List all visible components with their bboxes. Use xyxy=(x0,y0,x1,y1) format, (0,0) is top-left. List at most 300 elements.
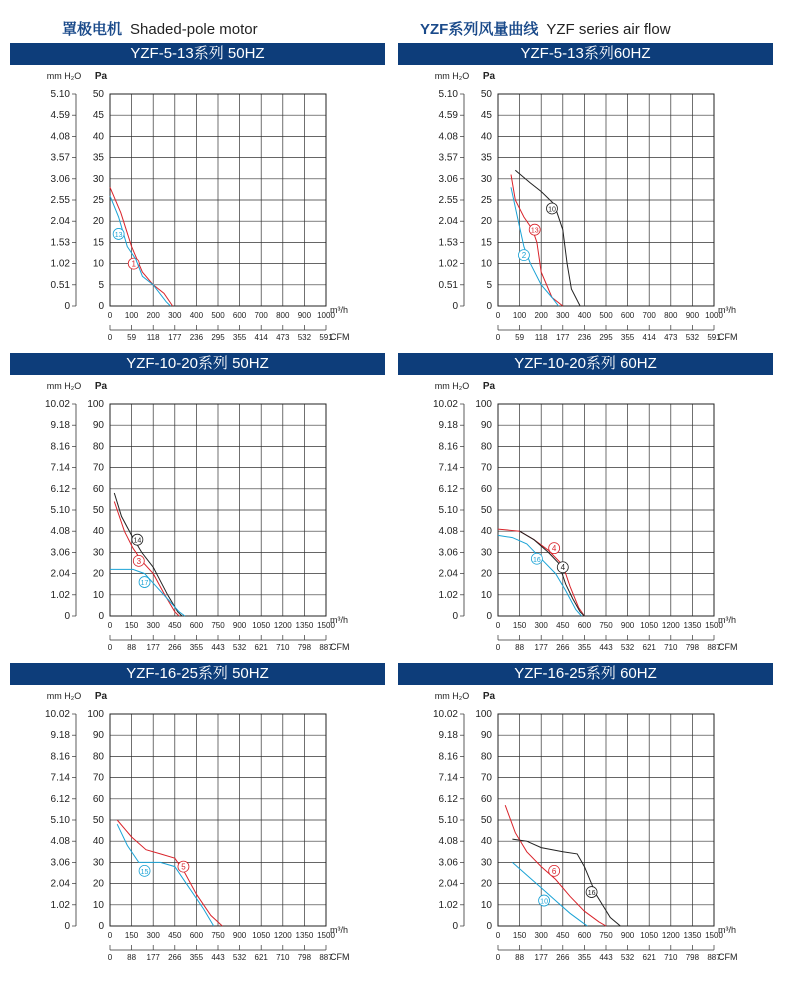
x-tick-label: 1350 xyxy=(683,931,702,940)
cfm-tick-label: 355 xyxy=(232,333,247,342)
x-tick-label: 1000 xyxy=(705,311,723,320)
x-tick-label: 900 xyxy=(232,931,247,940)
mmh2o-tick-label: 3.57 xyxy=(50,152,70,164)
m3h-unit-label: m³/h xyxy=(718,305,736,315)
cfm-tick-label: 0 xyxy=(107,643,113,652)
mmh2o-tick-label: 3.06 xyxy=(438,173,458,185)
pa-tick-label: 70 xyxy=(92,462,104,474)
cfm-unit-label: CFM xyxy=(718,952,738,962)
pa-unit-label: Pa xyxy=(94,71,108,82)
cfm-tick-label: 177 xyxy=(168,333,182,342)
pa-tick-label: 80 xyxy=(480,751,492,763)
pa-tick-label: 30 xyxy=(480,547,492,559)
mmh2o-tick-label: 2.04 xyxy=(438,216,458,228)
x-tick-label: 800 xyxy=(664,311,678,320)
x-tick-label: 1200 xyxy=(273,621,292,630)
pa-tick-label: 50 xyxy=(92,505,104,516)
x-tick-label: 1200 xyxy=(661,621,680,630)
x-tick-label: 450 xyxy=(556,621,570,630)
pa-tick-label: 70 xyxy=(92,772,104,784)
cfm-tick-label: 118 xyxy=(146,333,160,342)
cfm-tick-label: 177 xyxy=(534,953,548,962)
pa-tick-label: 30 xyxy=(480,173,492,185)
pa-tick-label: 100 xyxy=(87,399,104,410)
x-tick-label: 1200 xyxy=(273,931,292,940)
x-tick-label: 500 xyxy=(599,311,613,320)
mmh2o-unit-label: mm H₂O xyxy=(46,381,82,391)
x-tick-label: 450 xyxy=(168,621,182,630)
mmh2o-tick-label: 9.18 xyxy=(438,730,458,742)
mmh2o-tick-label: 3.06 xyxy=(438,857,458,869)
chart-title: YZF-16-25系列 50HZ xyxy=(10,663,385,685)
m3h-unit-label: m³/h xyxy=(330,925,348,935)
pa-unit-label: Pa xyxy=(94,691,108,702)
pa-tick-label: 80 xyxy=(92,441,104,453)
series-label-6: 6 xyxy=(551,866,557,876)
mmh2o-tick-label: 9.18 xyxy=(438,420,458,432)
mmh2o-tick-label: 2.04 xyxy=(50,878,70,890)
mmh2o-tick-label: 10.02 xyxy=(44,399,70,410)
chart-panel-4 xyxy=(398,353,773,653)
cfm-tick-label: 355 xyxy=(577,953,592,962)
series-label-2: 2 xyxy=(521,251,527,261)
x-tick-label: 600 xyxy=(189,931,204,940)
cfm-tick-label: 59 xyxy=(515,333,525,342)
mmh2o-tick-label: 8.16 xyxy=(50,751,70,763)
pa-tick-label: 60 xyxy=(480,793,492,805)
pa-tick-label: 0 xyxy=(486,301,492,312)
pa-tick-label: 40 xyxy=(480,836,492,848)
mmh2o-tick-label: 7.14 xyxy=(438,462,458,474)
pa-tick-label: 20 xyxy=(92,216,104,228)
series-label-5: 5 xyxy=(181,862,186,872)
mmh2o-unit-label: mm H₂O xyxy=(434,691,470,701)
x-tick-label: 1350 xyxy=(295,621,314,630)
mmh2o-unit-label: mm H₂O xyxy=(46,691,82,701)
x-tick-label: 500 xyxy=(211,311,225,320)
cfm-tick-label: 88 xyxy=(515,643,525,652)
series-line-14 xyxy=(114,493,182,616)
m3h-unit-label: m³/h xyxy=(330,615,348,625)
pa-tick-label: 0 xyxy=(486,921,492,932)
cfm-tick-label: 621 xyxy=(254,643,268,652)
x-tick-label: 300 xyxy=(168,311,182,320)
cfm-tick-label: 355 xyxy=(189,953,204,962)
cfm-tick-label: 177 xyxy=(534,643,548,652)
cfm-tick-label: 443 xyxy=(211,643,225,652)
pa-tick-label: 5 xyxy=(98,279,104,291)
mmh2o-tick-label: 6.12 xyxy=(50,483,70,495)
chart-svg xyxy=(10,65,385,343)
series-label-1: 1 xyxy=(131,259,136,269)
pa-tick-label: 60 xyxy=(92,483,104,495)
chart-title: YZF-16-25系列 60HZ xyxy=(398,663,773,685)
series-line-10 xyxy=(515,170,580,306)
x-tick-label: 0 xyxy=(495,931,501,940)
pa-tick-label: 45 xyxy=(480,110,492,122)
pa-tick-label: 90 xyxy=(92,420,104,432)
mmh2o-tick-label: 4.59 xyxy=(438,110,458,122)
mmh2o-tick-label: 0 xyxy=(452,921,458,932)
mmh2o-tick-label: 9.18 xyxy=(50,730,70,742)
x-tick-label: 600 xyxy=(577,621,592,630)
mmh2o-tick-label: 2.04 xyxy=(50,216,70,228)
pa-tick-label: 90 xyxy=(480,730,492,742)
mmh2o-tick-label: 5.10 xyxy=(438,505,458,516)
mmh2o-tick-label: 2.55 xyxy=(438,195,458,206)
cfm-tick-label: 177 xyxy=(146,643,160,652)
x-tick-label: 300 xyxy=(534,931,548,940)
x-tick-label: 900 xyxy=(232,621,247,630)
mmh2o-tick-label: 8.16 xyxy=(50,441,70,453)
pa-tick-label: 10 xyxy=(480,258,492,270)
pa-tick-label: 40 xyxy=(92,131,104,143)
x-tick-label: 150 xyxy=(124,931,139,940)
x-tick-label: 150 xyxy=(512,621,527,630)
x-tick-label: 300 xyxy=(146,931,160,940)
pa-tick-label: 10 xyxy=(480,589,492,601)
pa-tick-label: 20 xyxy=(92,568,104,580)
mmh2o-tick-label: 4.08 xyxy=(50,836,70,848)
cfm-tick-label: 798 xyxy=(685,953,700,962)
cfm-tick-label: 532 xyxy=(297,333,312,342)
x-tick-label: 200 xyxy=(146,311,160,320)
mmh2o-tick-label: 5.10 xyxy=(50,815,70,826)
cfm-tick-label: 473 xyxy=(664,333,678,342)
pa-unit-label: Pa xyxy=(482,691,496,702)
x-tick-label: 600 xyxy=(232,311,247,320)
mmh2o-tick-label: 1.02 xyxy=(50,899,70,911)
pa-tick-label: 45 xyxy=(92,110,104,122)
chart-panel-2 xyxy=(398,43,773,343)
mmh2o-tick-label: 6.12 xyxy=(50,793,70,805)
mmh2o-unit-label: mm H₂O xyxy=(434,71,470,81)
cfm-tick-label: 710 xyxy=(276,643,290,652)
mmh2o-tick-label: 3.57 xyxy=(438,152,458,164)
chart-svg xyxy=(398,65,773,343)
pa-tick-label: 15 xyxy=(92,237,104,249)
pa-unit-label: Pa xyxy=(482,381,496,392)
x-tick-label: 1200 xyxy=(661,931,680,940)
chart-svg xyxy=(398,685,773,963)
pa-tick-label: 80 xyxy=(92,751,104,763)
series-line-1 xyxy=(110,187,173,306)
x-tick-label: 1500 xyxy=(705,931,723,940)
x-tick-label: 300 xyxy=(534,621,548,630)
mmh2o-tick-label: 1.02 xyxy=(438,899,458,911)
cfm-tick-label: 443 xyxy=(599,643,613,652)
mmh2o-tick-label: 2.55 xyxy=(50,195,70,206)
mmh2o-tick-label: 4.08 xyxy=(50,131,70,143)
x-tick-label: 150 xyxy=(124,621,139,630)
x-tick-label: 1500 xyxy=(317,931,335,940)
pa-tick-label: 100 xyxy=(87,709,104,720)
cfm-tick-label: 621 xyxy=(642,643,656,652)
pa-tick-label: 60 xyxy=(92,793,104,805)
cfm-tick-label: 0 xyxy=(495,643,501,652)
cfm-tick-label: 443 xyxy=(599,953,613,962)
pa-tick-label: 90 xyxy=(480,420,492,432)
cfm-tick-label: 177 xyxy=(146,953,160,962)
pa-tick-label: 30 xyxy=(92,857,104,869)
x-tick-label: 750 xyxy=(211,621,225,630)
cfm-tick-label: 798 xyxy=(297,953,312,962)
mmh2o-tick-label: 0 xyxy=(64,611,70,622)
pa-tick-label: 20 xyxy=(480,568,492,580)
mmh2o-unit-label: mm H₂O xyxy=(434,381,470,391)
x-tick-label: 200 xyxy=(534,311,548,320)
cfm-tick-label: 0 xyxy=(107,953,113,962)
cfm-unit-label: CFM xyxy=(330,332,350,342)
pa-tick-label: 35 xyxy=(92,152,104,164)
mmh2o-tick-label: 6.12 xyxy=(438,793,458,805)
x-tick-label: 900 xyxy=(297,311,312,320)
series-label-13: 13 xyxy=(114,231,123,239)
pa-tick-label: 10 xyxy=(480,899,492,911)
mmh2o-tick-label: 1.53 xyxy=(438,237,458,249)
header-right-cn: YZF系列风量曲线 xyxy=(420,21,539,38)
series-label-15: 15 xyxy=(140,868,149,876)
mmh2o-tick-label: 4.59 xyxy=(50,110,70,122)
pa-tick-label: 100 xyxy=(475,399,492,410)
cfm-tick-label: 798 xyxy=(297,643,312,652)
x-tick-label: 750 xyxy=(599,621,613,630)
x-tick-label: 750 xyxy=(211,931,225,940)
mmh2o-tick-label: 4.08 xyxy=(438,526,458,538)
mmh2o-tick-label: 6.12 xyxy=(438,483,458,495)
x-tick-label: 1500 xyxy=(705,621,723,630)
mmh2o-tick-label: 1.02 xyxy=(50,589,70,601)
mmh2o-tick-label: 3.06 xyxy=(50,173,70,185)
cfm-tick-label: 266 xyxy=(168,953,182,962)
cfm-tick-label: 88 xyxy=(515,953,525,962)
x-tick-label: 1350 xyxy=(295,931,314,940)
x-tick-label: 150 xyxy=(512,931,527,940)
mmh2o-tick-label: 7.14 xyxy=(50,462,70,474)
pa-tick-label: 0 xyxy=(98,301,104,312)
mmh2o-tick-label: 5.10 xyxy=(50,505,70,516)
header-right-en: YZF series air flow xyxy=(546,21,671,38)
header-left-en: Shaded-pole motor xyxy=(130,21,258,38)
pa-tick-label: 15 xyxy=(480,237,492,249)
chart-panel-6 xyxy=(398,663,773,963)
x-tick-label: 450 xyxy=(556,931,570,940)
cfm-tick-label: 798 xyxy=(685,643,700,652)
x-tick-label: 1000 xyxy=(317,311,335,320)
mmh2o-tick-label: 4.08 xyxy=(50,526,70,538)
x-tick-label: 1050 xyxy=(252,931,271,940)
pa-tick-label: 25 xyxy=(480,195,492,206)
pa-tick-label: 10 xyxy=(92,589,104,601)
pa-tick-label: 20 xyxy=(480,878,492,890)
mmh2o-tick-label: 1.02 xyxy=(438,589,458,601)
mmh2o-tick-label: 7.14 xyxy=(50,772,70,784)
chart-svg xyxy=(10,375,385,653)
cfm-tick-label: 621 xyxy=(642,953,656,962)
pa-tick-label: 50 xyxy=(92,89,104,100)
x-tick-label: 750 xyxy=(599,931,613,940)
cfm-tick-label: 0 xyxy=(495,333,501,342)
pa-tick-label: 20 xyxy=(480,216,492,228)
mmh2o-tick-label: 5.10 xyxy=(438,815,458,826)
m3h-unit-label: m³/h xyxy=(718,615,736,625)
pa-tick-label: 35 xyxy=(480,152,492,164)
x-tick-label: 600 xyxy=(189,621,204,630)
series-line-13 xyxy=(511,175,563,306)
mmh2o-tick-label: 4.08 xyxy=(438,836,458,848)
mmh2o-tick-label: 10.02 xyxy=(432,399,458,410)
m3h-unit-label: m³/h xyxy=(330,305,348,315)
cfm-tick-label: 887 xyxy=(707,953,721,962)
cfm-tick-label: 88 xyxy=(127,953,137,962)
x-tick-label: 300 xyxy=(556,311,570,320)
cfm-tick-label: 591 xyxy=(707,333,721,342)
pa-tick-label: 70 xyxy=(480,462,492,474)
cfm-tick-label: 887 xyxy=(319,953,333,962)
x-tick-label: 1500 xyxy=(317,621,335,630)
mmh2o-tick-label: 0 xyxy=(452,611,458,622)
chart-panel-3 xyxy=(10,353,385,653)
x-tick-label: 0 xyxy=(495,311,501,320)
x-tick-label: 0 xyxy=(107,931,113,940)
series-line-5 xyxy=(117,820,222,926)
cfm-tick-label: 532 xyxy=(620,953,635,962)
cfm-tick-label: 414 xyxy=(254,333,268,342)
mmh2o-tick-label: 1.02 xyxy=(50,258,70,270)
mmh2o-tick-label: 0.51 xyxy=(438,279,458,291)
mmh2o-unit-label: mm H₂O xyxy=(46,71,82,81)
cfm-unit-label: CFM xyxy=(330,952,350,962)
pa-unit-label: Pa xyxy=(94,381,108,392)
cfm-tick-label: 532 xyxy=(620,643,635,652)
pa-tick-label: 10 xyxy=(92,899,104,911)
series-label-10: 10 xyxy=(540,898,548,906)
pa-tick-label: 5 xyxy=(486,279,492,291)
x-tick-label: 800 xyxy=(276,311,290,320)
pa-tick-label: 30 xyxy=(92,547,104,559)
series-label-17: 17 xyxy=(140,580,149,588)
cfm-tick-label: 236 xyxy=(577,333,592,342)
mmh2o-tick-label: 2.04 xyxy=(50,568,70,580)
x-tick-label: 900 xyxy=(620,931,635,940)
cfm-tick-label: 177 xyxy=(556,333,570,342)
series-label-16: 16 xyxy=(587,890,596,898)
pa-tick-label: 50 xyxy=(480,815,492,826)
x-tick-label: 400 xyxy=(577,311,592,320)
x-tick-label: 900 xyxy=(685,311,700,320)
x-tick-label: 0 xyxy=(107,621,113,630)
mmh2o-tick-label: 8.16 xyxy=(438,441,458,453)
x-tick-label: 1050 xyxy=(640,931,659,940)
header-left-cn: 罩极电机 xyxy=(62,21,123,38)
mmh2o-tick-label: 10.02 xyxy=(44,709,70,720)
cfm-tick-label: 266 xyxy=(556,643,570,652)
mmh2o-tick-label: 8.16 xyxy=(438,751,458,763)
pa-tick-label: 25 xyxy=(92,195,104,206)
x-tick-label: 600 xyxy=(620,311,635,320)
x-tick-label: 1050 xyxy=(252,621,271,630)
pa-tick-label: 0 xyxy=(486,611,492,622)
cfm-tick-label: 532 xyxy=(232,953,247,962)
pa-tick-label: 50 xyxy=(480,89,492,100)
chart-panel-1 xyxy=(10,43,385,343)
series-label-14: 14 xyxy=(133,537,142,545)
pa-tick-label: 30 xyxy=(92,173,104,185)
header-left xyxy=(62,18,258,39)
x-tick-label: 100 xyxy=(512,311,527,320)
cfm-tick-label: 88 xyxy=(127,643,137,652)
header-right xyxy=(420,18,671,39)
chart-title: YZF-5-13系列60HZ xyxy=(398,43,773,65)
cfm-tick-label: 236 xyxy=(189,333,204,342)
series-line-16 xyxy=(512,839,620,926)
pa-unit-label: Pa xyxy=(482,71,496,82)
chart-svg xyxy=(398,375,773,653)
mmh2o-tick-label: 3.06 xyxy=(50,857,70,869)
x-tick-label: 700 xyxy=(642,311,656,320)
pa-tick-label: 50 xyxy=(92,815,104,826)
mmh2o-tick-label: 2.04 xyxy=(438,878,458,890)
pa-tick-label: 0 xyxy=(98,611,104,622)
mmh2o-tick-label: 5.10 xyxy=(438,89,458,100)
cfm-tick-label: 59 xyxy=(127,333,137,342)
cfm-tick-label: 473 xyxy=(276,333,290,342)
chart-svg xyxy=(10,685,385,963)
x-tick-label: 600 xyxy=(577,931,592,940)
cfm-tick-label: 295 xyxy=(211,333,225,342)
cfm-tick-label: 355 xyxy=(620,333,635,342)
cfm-unit-label: CFM xyxy=(330,642,350,652)
x-tick-label: 100 xyxy=(124,311,139,320)
mmh2o-tick-label: 5.10 xyxy=(50,89,70,100)
mmh2o-tick-label: 2.04 xyxy=(438,568,458,580)
mmh2o-tick-label: 3.06 xyxy=(438,547,458,559)
mmh2o-tick-label: 7.14 xyxy=(438,772,458,784)
cfm-tick-label: 414 xyxy=(642,333,656,342)
pa-tick-label: 30 xyxy=(480,857,492,869)
pa-tick-label: 70 xyxy=(480,772,492,784)
series-label-4: 4 xyxy=(551,544,557,554)
cfm-tick-label: 532 xyxy=(685,333,700,342)
series-label-10: 10 xyxy=(548,206,556,214)
cfm-tick-label: 443 xyxy=(211,953,225,962)
mmh2o-tick-label: 0.51 xyxy=(50,279,70,291)
cfm-tick-label: 0 xyxy=(107,333,113,342)
pa-tick-label: 40 xyxy=(92,526,104,538)
x-tick-label: 0 xyxy=(495,621,501,630)
mmh2o-tick-label: 0 xyxy=(64,921,70,932)
cfm-unit-label: CFM xyxy=(718,642,738,652)
x-tick-label: 400 xyxy=(189,311,204,320)
x-tick-label: 1350 xyxy=(683,621,702,630)
cfm-tick-label: 295 xyxy=(599,333,613,342)
series-line-16 xyxy=(498,535,582,616)
cfm-tick-label: 532 xyxy=(232,643,247,652)
x-tick-label: 900 xyxy=(620,621,635,630)
cfm-tick-label: 887 xyxy=(319,643,333,652)
pa-tick-label: 40 xyxy=(480,131,492,143)
cfm-tick-label: 621 xyxy=(254,953,268,962)
cfm-tick-label: 591 xyxy=(319,333,333,342)
cfm-tick-label: 710 xyxy=(664,643,678,652)
mmh2o-tick-label: 10.02 xyxy=(432,709,458,720)
x-tick-label: 1050 xyxy=(640,621,659,630)
chart-title: YZF-10-20系列 50HZ xyxy=(10,353,385,375)
pa-tick-label: 100 xyxy=(475,709,492,720)
pa-tick-label: 0 xyxy=(98,921,104,932)
series-line-13 xyxy=(110,196,171,306)
pa-tick-label: 50 xyxy=(480,505,492,516)
